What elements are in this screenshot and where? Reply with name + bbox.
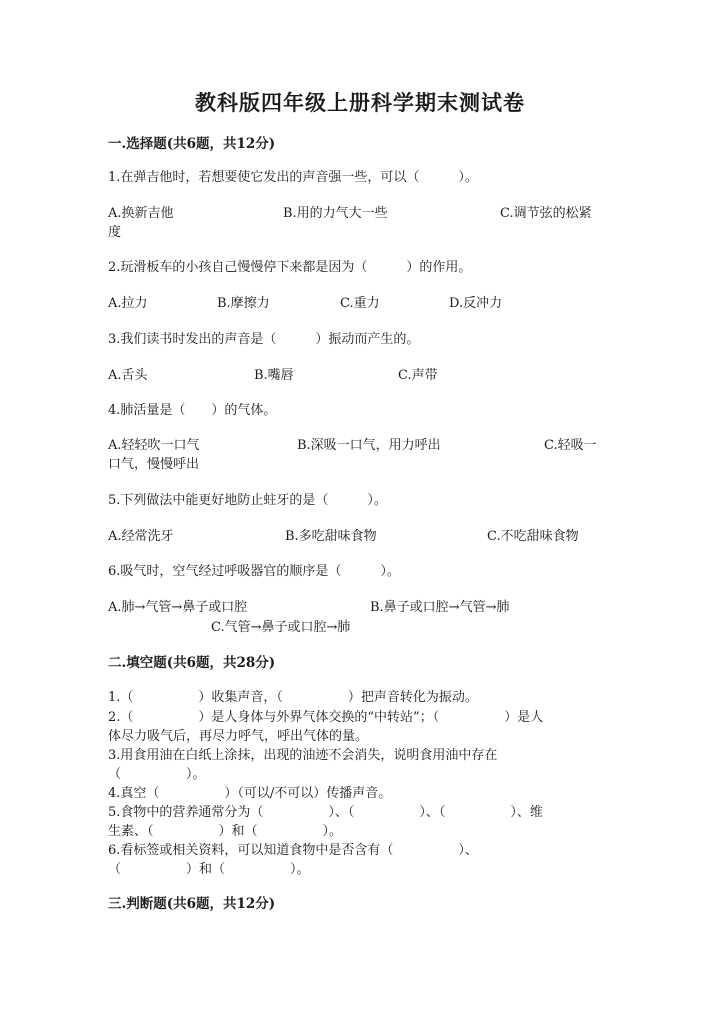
option-c: C.重力 bbox=[340, 296, 380, 311]
fill-line: 1.（ ）收集声音，（ ）把声音转化为振动。 bbox=[108, 690, 478, 705]
option-b: B.嘴唇 bbox=[254, 368, 294, 383]
question-stem: 6.吸气时，空气经过呼吸器官的顺序是（ ）。 bbox=[108, 564, 400, 579]
question-stem: 2.玩滑板车的小孩自己慢慢停下来都是因为（ ）的作用。 bbox=[108, 260, 472, 275]
fill-line: 4.真空（ ）（可以/不可以）传播声音。 bbox=[108, 786, 392, 801]
option-a: A.经常洗牙 bbox=[108, 529, 174, 544]
option-a: A.拉力 bbox=[108, 296, 148, 311]
fill-line: 生素、（ ）和（ ）。 bbox=[108, 824, 343, 839]
question-stem: 4.肺活量是（ ）的气体。 bbox=[108, 403, 277, 418]
question-stem: 1.在弹吉他时，若想要使它发出的声音强一些，可以（ ）。 bbox=[108, 170, 478, 185]
fill-line: 2.（ ）是人身体与外界气体交换的“中转站”；（ ）是人 bbox=[108, 710, 544, 725]
fill-line: （ ）。 bbox=[108, 767, 206, 782]
fill-line: 3.用食用油在白纸上涂抹，出现的油迹不会消失，说明食用油中存在 bbox=[108, 748, 498, 763]
fill-line: 体尽力吸气后，再尽力呼气，呼出气体的量。 bbox=[108, 729, 369, 744]
section-heading-choice: 一.选择题(共6题，共12分) bbox=[108, 136, 276, 152]
fill-line: 6.看标签或相关资料，可以知道食物中是否含有（ ）、 bbox=[108, 843, 478, 858]
fill-line: 5.食物中的营养通常分为（ ）、（ ）、（ ）、维 bbox=[108, 805, 543, 820]
option-b: B.深吸一口气，用力呼出 bbox=[297, 438, 441, 453]
option-b: B.多吃甜味食物 bbox=[285, 529, 377, 544]
option-c: C.气管→鼻子或口腔→肺 bbox=[211, 620, 351, 635]
option-b: B.用的力气大一些 bbox=[283, 206, 388, 221]
option-a: A.舌头 bbox=[108, 368, 148, 383]
option-b: B.摩擦力 bbox=[217, 296, 270, 311]
option-wrap-text: 口气，慢慢呼出 bbox=[108, 457, 200, 472]
option-c: C.调节弦的松紧 bbox=[500, 206, 592, 221]
fill-line: （ ）和（ ）。 bbox=[108, 862, 310, 877]
section-heading-judge: 三.判断题(共6题，共12分) bbox=[108, 896, 276, 912]
option-a: A.轻轻吹一口气 bbox=[108, 438, 200, 453]
option-a: A.换新吉他 bbox=[108, 206, 174, 221]
question-stem: 3.我们读书时发出的声音是（ ）振动而产生的。 bbox=[108, 332, 420, 347]
option-c: C.轻吸一 bbox=[544, 438, 597, 453]
page-title: 教科版四年级上册科学期末测试卷 bbox=[195, 90, 525, 115]
option-d: D.反冲力 bbox=[449, 296, 503, 311]
option-c: C.声带 bbox=[398, 368, 438, 383]
option-wrap-text: 度 bbox=[108, 225, 122, 240]
option-b: B.鼻子或口腔→气管→肺 bbox=[370, 600, 510, 615]
option-c: C.不吃甜味食物 bbox=[487, 529, 579, 544]
option-a: A.肺→气管→鼻子或口腔 bbox=[108, 600, 248, 615]
question-stem: 5.下列做法中能更好地防止蛀牙的是（ ）。 bbox=[108, 493, 387, 508]
section-heading-fill: 二.填空题(共6题，共28分) bbox=[108, 655, 276, 671]
